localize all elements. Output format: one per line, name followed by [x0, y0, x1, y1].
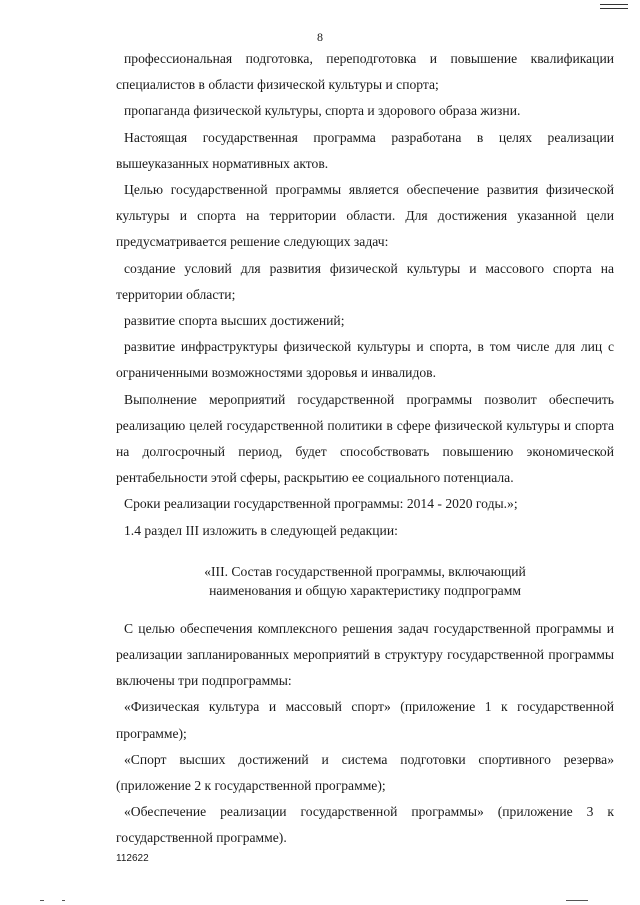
paragraph-task-high-performance: развитие спорта высших достижений;	[124, 313, 345, 329]
section-heading-line-2: наименования и общую характеристику подпрограмм	[209, 582, 521, 598]
paragraph-propaganda: пропаганда физической культуры, спорта и здорового образа жизни.	[124, 103, 521, 119]
paragraph-subprograms-intro: С целью обеспечения комплексного решения задач государственной программы и реализации запланированных мероприятий в структуру государственной программы включены три подпрограммы:	[116, 620, 614, 689]
scan-mark-bottom-left-2	[62, 900, 65, 901]
section-heading	[116, 562, 614, 600]
paragraph-implementation: Выполнение мероприятий государственной программы позволит обеспечить реализацию целей государственной политики в сфере физической культуры и спорта на долгосрочный период, будет способствовать повышению экономической рентабельности этой сферы, раскрытию ее социального потенциала.	[116, 391, 614, 486]
paragraph-training: профессиональная подготовка, переподготовка и повышение квалификации специалистов в области физической культуры и спорта;	[116, 51, 614, 93]
scan-mark-bottom-right	[566, 900, 588, 901]
paragraph-goal: Целью государственной программы является обеспечение развития физической культуры и спорта на территории области. Для достижения указанной цели предусматривается решение следующих задач:	[116, 182, 614, 250]
page-number: 8	[317, 30, 323, 44]
paragraph-task-conditions: создание условий для развития физической культуры и массового спорта на территории области;	[116, 260, 614, 302]
paragraph-terms: Сроки реализации государственной программы: 2014 - 2020 годы.»;	[124, 496, 518, 512]
section-heading-line-1: «III. Состав государственной программы, включающий	[204, 563, 526, 579]
document-body	[116, 46, 614, 852]
paragraph-subprogram-2: «Спорт высших достижений и система подготовки спортивного резерва» (приложение 2 к государственной программе);	[116, 751, 614, 794]
document-code: 112622	[116, 853, 149, 864]
scan-corner-mark	[600, 4, 628, 9]
paragraph-purpose: Настоящая государственная программа разработана в целях реализации вышеуказанных нормативных актов.	[116, 129, 614, 171]
paragraph-subprogram-1: «Физическая культура и массовый спорт» (приложение 1 к государственной программе);	[116, 699, 614, 741]
scan-mark-bottom-left	[40, 900, 44, 901]
paragraph-task-infrastructure: развитие инфраструктуры физической культуры и спорта, в том числе для лиц с ограниченными возможностями здоровья и инвалидов.	[116, 339, 614, 381]
paragraph-subprogram-3: «Обеспечение реализации государственной программы» (приложение 3 к государственной программе).	[116, 804, 614, 846]
paragraph-section-amendment: 1.4 раздел III изложить в следующей редакции:	[124, 522, 398, 538]
